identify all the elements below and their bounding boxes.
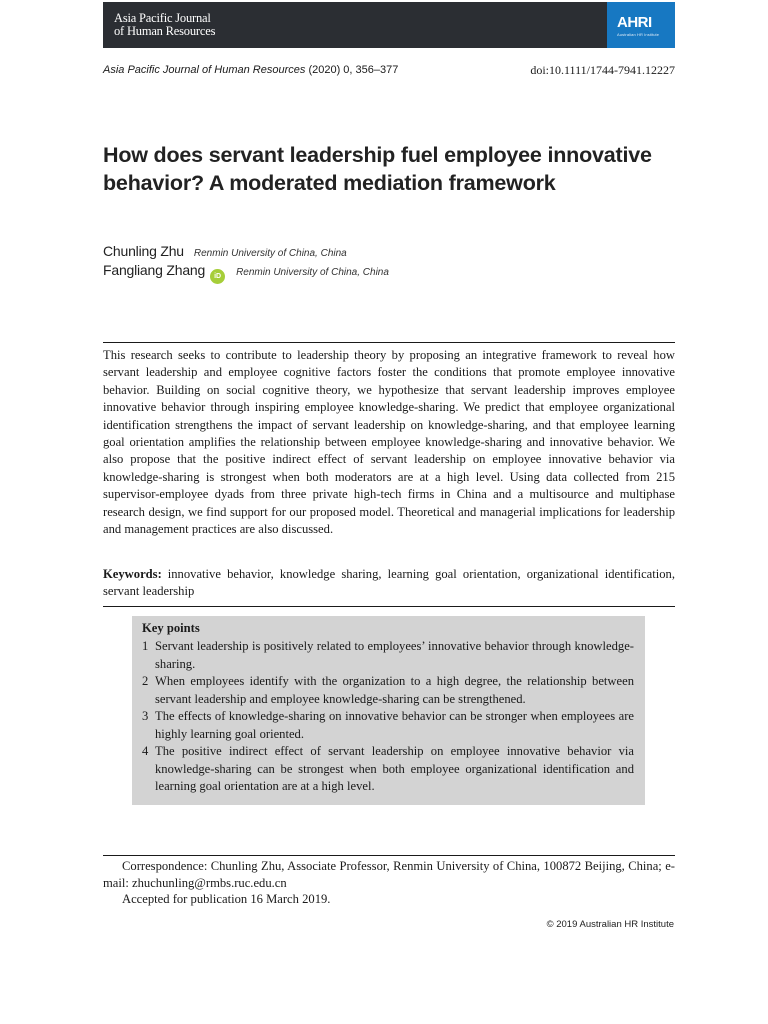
key-point-text: Servant leadership is positively related to employees’ innovative behavior through knowledge-sharing. [155, 639, 634, 671]
correspondence-note: Correspondence: Chunling Zhu, Associate Professor, Renmin University of China, 100872 Beijing, China; e-mail: zhuchunling@rmbs.ruc.edu.cn [103, 859, 675, 891]
ahri-logo [607, 2, 675, 48]
citation-details: (2020) 0, 356–377 [308, 64, 399, 76]
accepted-note: Accepted for publication 16 March 2019. [122, 892, 331, 906]
key-points-box [132, 616, 645, 805]
author-affiliation: Renmin University of China, China [236, 267, 389, 278]
citation-line [103, 64, 398, 76]
copyright-notice: © 2019 Australian HR Institute [546, 919, 674, 930]
journal-name-line-2: of Human Resources [114, 24, 216, 38]
keywords-label: Keywords: [103, 567, 162, 581]
journal-banner [103, 2, 675, 48]
author-affiliation: Renmin University of China, China [193, 248, 347, 259]
doi-link[interactable]: doi:10.1111/1744-7941.12227 [530, 63, 675, 77]
author-entry [103, 243, 347, 261]
author-name[interactable]: Chunling Zhu [103, 243, 184, 259]
abstract: This research seeks to contribute to leadership theory by proposing an integrative framework to reveal how servant leadership and employee cognitive factors foster the conditions that promote employee innovative behavior. Building on social cognitive theory, we hypothesize that servant leadership improves employee innovative behavior through inspiring employee knowledge-sharing. We predict that employee organizational identification strengthens the impact of servant leadership on knowledge-sharing, and that employee learning goal orientation amplifies the relationship between employee knowledge-sharing and innovative behavior. We also propose that the positive indirect effect of servant leadership on employee innovative behavior via knowledge-sharing is strongest when both moderators are at a high level. Using data collected from 215 supervisor-employee dyads from three private high-tech firms in China and a multisource and multiphase research design, we find support for our proposed model. Theoretical and managerial implications for leadership and management practices are also discussed. [103, 348, 675, 537]
key-point-text: The effects of knowledge-sharing on innovative behavior can be stronger when employees are highly learning goal oriented. [155, 709, 634, 741]
author-entry [103, 262, 389, 284]
key-point-item [142, 708, 634, 743]
abstract-bottom-rule [103, 606, 675, 607]
author-name[interactable]: Fangliang Zhang [103, 262, 206, 278]
key-point-item [142, 673, 634, 708]
key-point-number: 4 [142, 744, 149, 758]
key-point-item [142, 743, 634, 796]
ahri-logo-subtext: Australian HR Institute [617, 32, 660, 37]
journal-name-line-1: Asia Pacific Journal [114, 11, 211, 25]
article-title: How does servant leadership fuel employee innovative behavior? A moderated mediation framework [103, 143, 652, 195]
key-points-list [142, 638, 634, 796]
journal-name [114, 12, 215, 38]
citation-journal: Asia Pacific Journal of Human Resources [103, 64, 306, 76]
key-point-text: When employees identify with the organization to a high degree, the relationship between servant leadership and employee knowledge-sharing can be strengthened. [155, 674, 634, 706]
abstract-top-rule [103, 342, 675, 343]
keywords [103, 566, 675, 601]
key-points-heading: Key points [142, 621, 200, 635]
keywords-text: innovative behavior, knowledge sharing, learning goal orientation, organizational identification, servant leadership [103, 567, 675, 599]
key-point-text: The positive indirect effect of servant leadership on employee innovative behavior via knowledge-sharing can be strongest when both employee organizational identification and learning goal orientation are at a high level. [155, 744, 634, 793]
ahri-logo-text: AHRI [617, 14, 652, 31]
key-point-item [142, 638, 634, 673]
key-point-number: 2 [142, 674, 149, 688]
key-point-number: 1 [142, 639, 149, 653]
footnote-rule [103, 855, 675, 856]
orcid-icon[interactable]: iD [210, 269, 225, 284]
key-point-number: 3 [142, 709, 149, 723]
